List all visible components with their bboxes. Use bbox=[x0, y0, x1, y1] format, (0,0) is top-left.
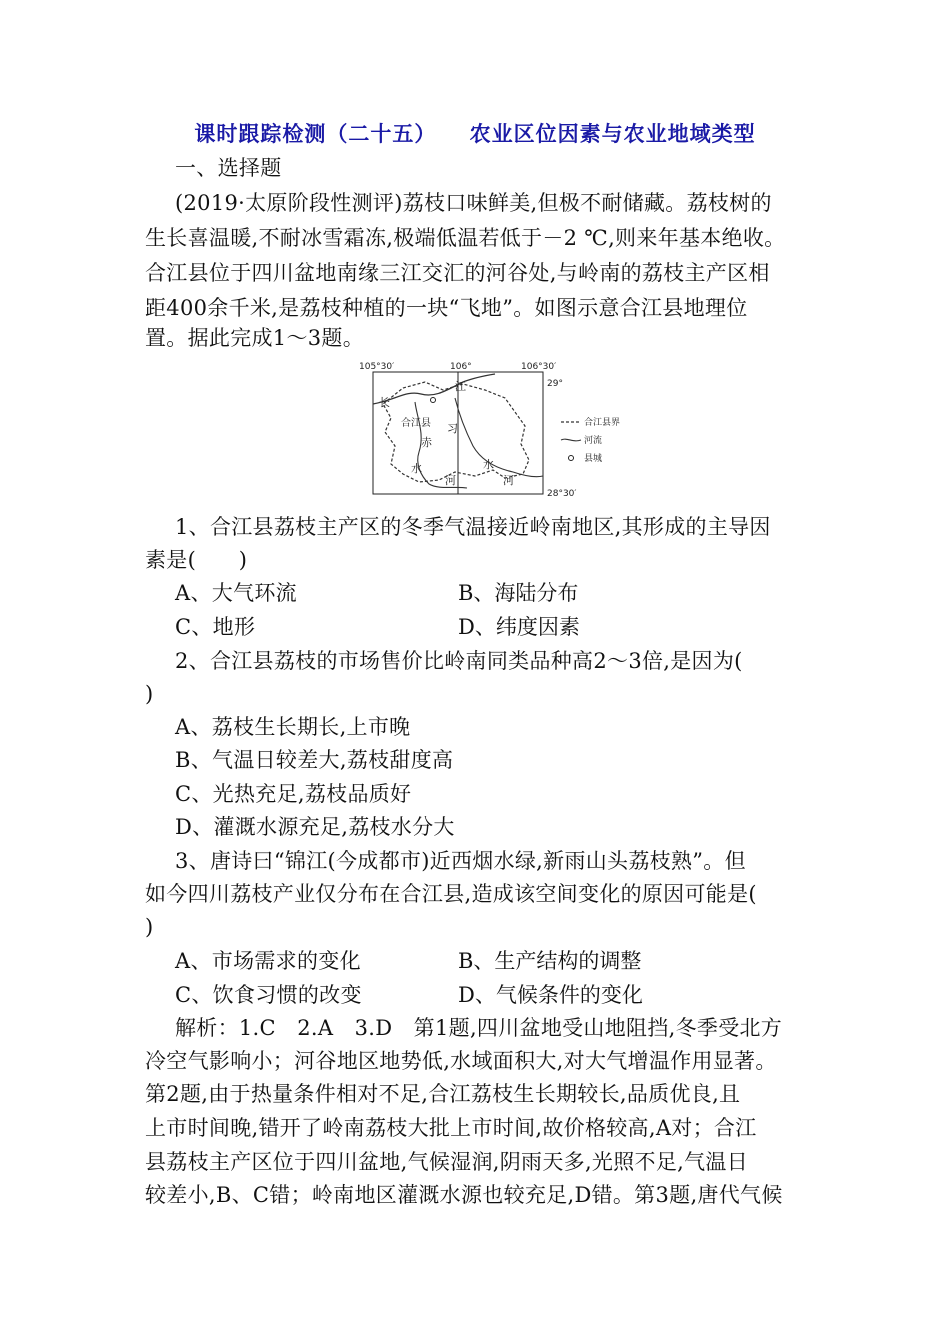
lon-label: 106° bbox=[450, 362, 472, 372]
map-label-xi: 习 bbox=[447, 422, 458, 435]
option-b: B、气温日较差大,荔枝甜度高 bbox=[175, 748, 454, 772]
intro-line: 生长喜温暖,不耐冰雪霜冻,极端低温若低于－2 ℃,则来年基本绝收。 bbox=[145, 226, 786, 250]
question-3-stem: 3、唐诗曰“锦江(今成都市)近西烟水绿,新雨山头荔枝熟”。但 bbox=[175, 849, 746, 873]
map-label-shui: 水 bbox=[411, 462, 422, 475]
intro-line: 距400余千米,是荔枝种植的一块“飞地”。如图示意合江县地理位 bbox=[145, 296, 748, 320]
question-1-stem: 1、合江县荔枝主产区的冬季气温接近岭南地区,其形成的主导因 bbox=[175, 515, 771, 539]
analysis-line: 解析：1.C 2.A 3.D 第1题,四川盆地受山地阻挡,冬季受北方 bbox=[175, 1016, 783, 1040]
map-label-he-2: 河 bbox=[503, 474, 514, 487]
option-b: B、海陆分布 bbox=[458, 581, 579, 605]
county-seat-marker bbox=[431, 398, 436, 403]
analysis-line: 上市时间晚,错开了岭南荔枝大批上市时间,故价格较高,A对；合江 bbox=[145, 1116, 757, 1140]
analysis-line: 较差小,B、C错；岭南地区灌溉水源也较充足,D错。第3题,唐代气候 bbox=[145, 1183, 783, 1207]
option-c: C、光热充足,荔枝品质好 bbox=[175, 782, 412, 806]
option-d: D、纬度因素 bbox=[458, 615, 580, 639]
intro-line: (2019·太原阶段性测评)荔枝口味鲜美,但极不耐储藏。荔枝树的 bbox=[175, 191, 772, 215]
lon-label: 106°30′ bbox=[521, 362, 557, 372]
page-title: 课时跟踪检测（二十五） 农业区位因素与农业地域类型 bbox=[194, 122, 756, 146]
option-a: A、大气环流 bbox=[175, 581, 297, 605]
legend-river-symbol bbox=[561, 439, 581, 441]
intro-line: 置。据此完成1～3题。 bbox=[145, 326, 365, 350]
question-1-stem: 素是( ) bbox=[145, 548, 248, 572]
legend-county-seat-label: 县城 bbox=[584, 454, 603, 464]
option-a: A、荔枝生长期长,上市晚 bbox=[175, 715, 411, 739]
option-c: C、饮食习惯的改变 bbox=[175, 983, 362, 1007]
intro-line: 合江县位于四川盆地南缘三江交汇的河谷处,与岭南的荔枝主产区相 bbox=[145, 261, 770, 285]
lon-label: 105°30′ bbox=[359, 362, 395, 372]
analysis-line: 县荔枝主产区位于四川盆地,气候湿润,阴雨天多,光照不足,气温日 bbox=[145, 1150, 748, 1174]
option-d: D、气候条件的变化 bbox=[458, 983, 643, 1007]
map-label-chi: 赤 bbox=[421, 436, 432, 449]
analysis-line: 冷空气影响小；河谷地区地势低,水域面积大,对大气增温作用显著。 bbox=[145, 1049, 777, 1073]
legend-county-seat-symbol bbox=[569, 456, 574, 461]
map-label-shui-2: 水 bbox=[483, 458, 494, 471]
map-label-jiang: 江 bbox=[455, 380, 466, 393]
option-d: D、灌溉水源充足,荔枝水分大 bbox=[175, 815, 455, 839]
map-label-chang: 长 bbox=[379, 396, 390, 409]
option-c: C、地形 bbox=[175, 615, 256, 639]
lat-label: 29° bbox=[547, 379, 563, 389]
lat-label: 28°30′ bbox=[547, 489, 577, 499]
question-3-stem: 如今四川荔枝产业仅分布在合江县,造成该空间变化的原因可能是( bbox=[145, 882, 757, 906]
map-label-he: 河 bbox=[445, 474, 456, 487]
hejiang-location-map bbox=[355, 360, 645, 500]
option-b: B、生产结构的调整 bbox=[458, 949, 642, 973]
legend-border-label: 合江县界 bbox=[584, 418, 621, 428]
question-2-stem: 2、合江县荔枝的市场售价比岭南同类品种高2～3倍,是因为( bbox=[175, 649, 743, 673]
question-3-stem: ) bbox=[145, 915, 154, 939]
map-label-hejiang: 合江县 bbox=[401, 418, 431, 429]
option-a: A、市场需求的变化 bbox=[175, 949, 361, 973]
legend-river-label: 河流 bbox=[584, 436, 603, 446]
analysis-line: 第2题,由于热量条件相对不足,合江荔枝生长期较长,品质优良,且 bbox=[145, 1082, 741, 1106]
question-2-stem: ) bbox=[145, 682, 154, 706]
xishui-river bbox=[455, 398, 543, 477]
section-heading: 一、选择题 bbox=[175, 156, 282, 180]
